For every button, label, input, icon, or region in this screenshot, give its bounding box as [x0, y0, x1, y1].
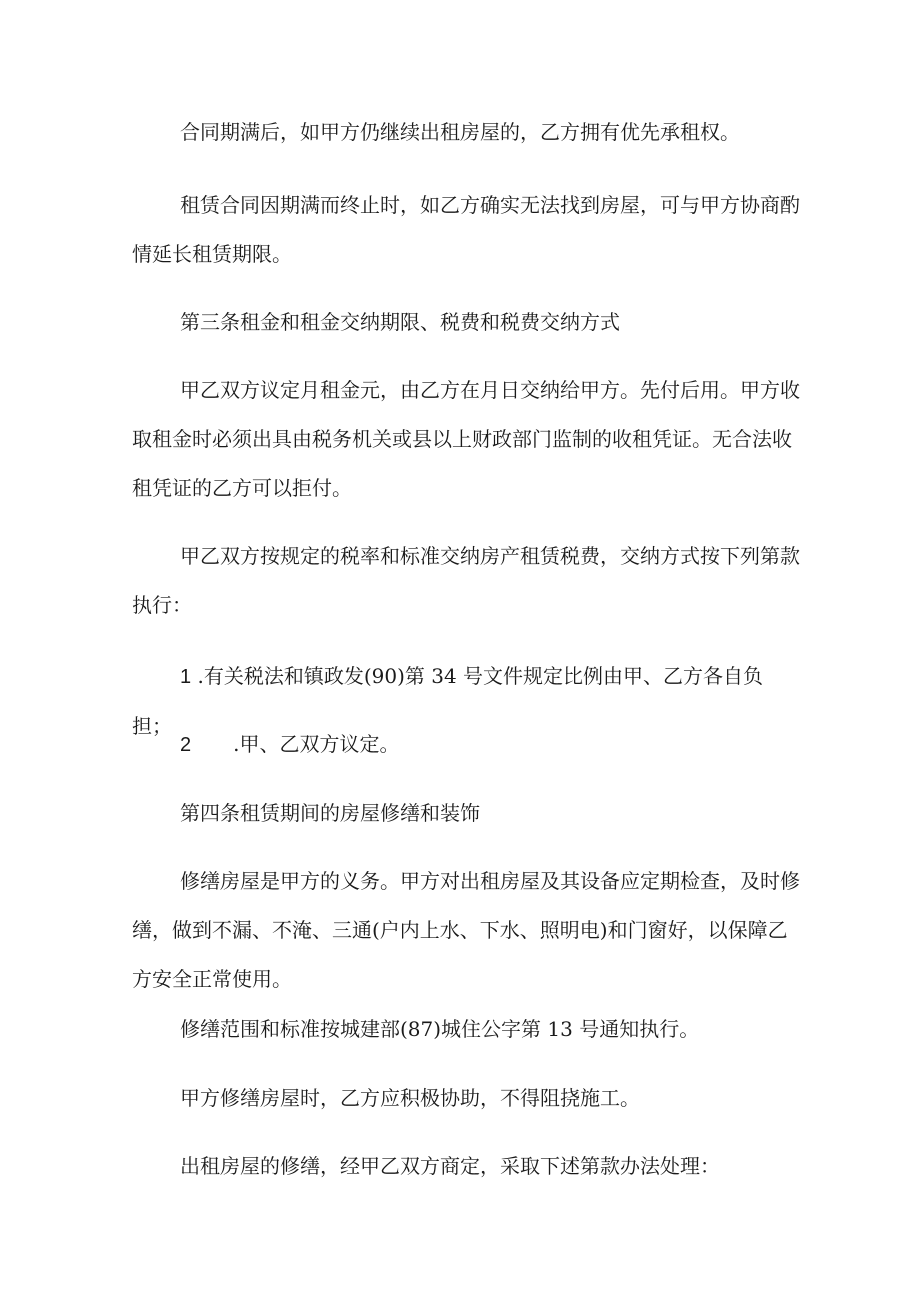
list-number: 2 [180, 734, 192, 756]
list-item-2 [132, 720, 802, 770]
list-item-text: .甲、乙双方议定。 [233, 732, 400, 756]
paragraph-repair-cooperation: 甲方修缮房屋时，乙方应积极协助，不得阻挠施工。 [180, 1086, 640, 1110]
paragraph-rent-payment: 甲乙双方议定月租金元，由乙方在月日交纳给甲方。先付后用。甲方收取租金时必须出具由税务机关或县以上财政部门监制的收租凭证。无合法收租凭证的乙方可以拒付。 [132, 378, 800, 500]
paragraph-repair-method: 出租房屋的修缮，经甲乙双方商定，采取下述第款办法处理： [180, 1154, 720, 1178]
paragraph-tax-payment: 甲乙双方按规定的税率和标准交纳房产租赁税费，交纳方式按下列第款执行： [132, 544, 800, 617]
paragraph-renewal-priority: 合同期满后，如甲方仍继续出租房屋的，乙方拥有优先承租权。 [180, 120, 740, 144]
paragraph-repair-scope: 修缮范围和标准按城建部(87)城住公字第 13 号通知执行。 [180, 1017, 700, 1041]
list-number: 1 [180, 666, 192, 688]
paragraph-repair-duty: 修缮房屋是甲方的义务。甲方对出租房屋及其设备应定期检查，及时修缮，做到不漏、不淹、三通(户内上水、下水、照明电)和门窗好，以保障乙方安全正常使用。 [132, 869, 800, 991]
article-3-heading: 第三条租金和租金交纳期限、税费和税费交纳方式 [180, 310, 620, 334]
list-item-text: .有关税法和镇政发(90)第 34 号文件规定比例由甲、乙方各自负担； [132, 664, 764, 738]
paragraph-extension: 租赁合同因期满而终止时，如乙方确实无法找到房屋，可与甲方协商酌情延长租赁期限。 [132, 193, 800, 266]
article-4-heading: 第四条租赁期间的房屋修缮和装饰 [180, 801, 480, 825]
